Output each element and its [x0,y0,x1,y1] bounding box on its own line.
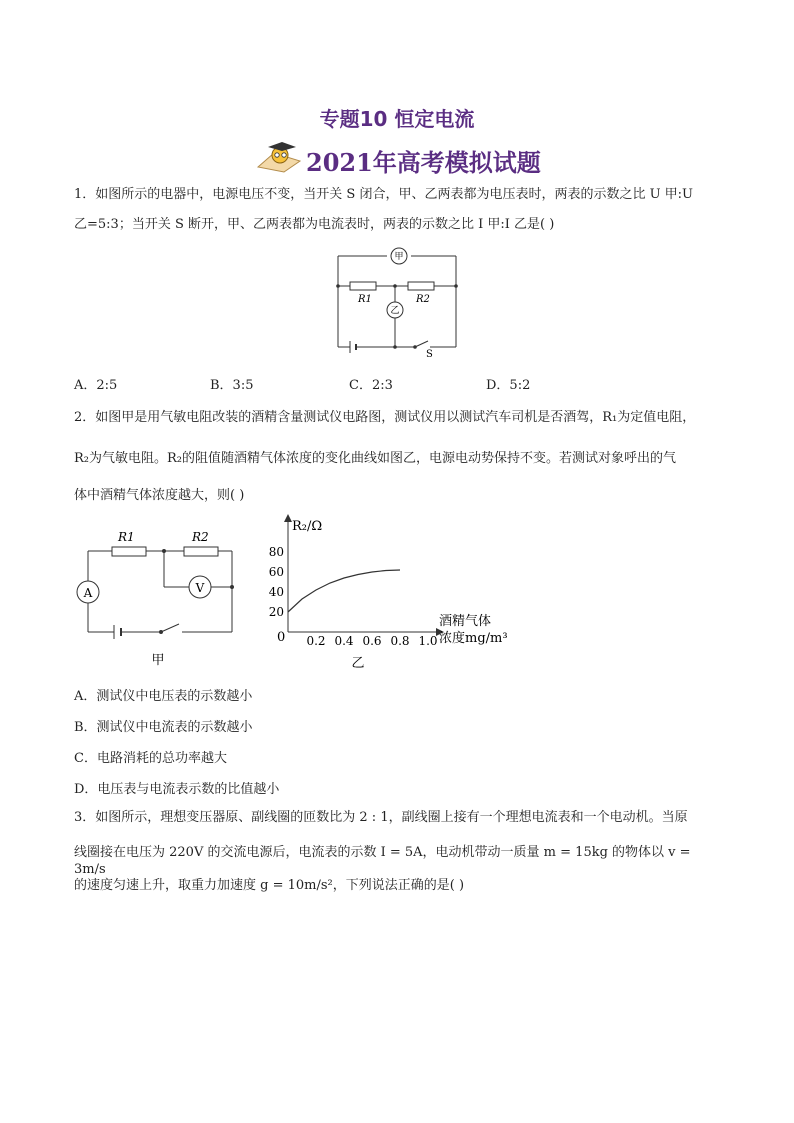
origin-label: 0 [277,630,286,645]
x-tick-label: 0.4 [334,634,354,648]
q2-option-d[interactable]: D．电压表与电流表示数的比值越小 [74,782,280,797]
question-3-line-1: 3．如图所示，理想变压器原、副线圈的匝数比为 2 : 1，副线圈上接有一个理想电流表和一个电动机。当原 [74,810,688,825]
question-2-line-1: 2．如图甲是用气敏电阻改装的酒精含量测试仪电路图，测试仪用以测试汽车司机是否酒驾，R₁为定值电阻， [74,410,696,425]
figure-jia-caption: 甲 [151,653,165,668]
resistor-r2-label: R2 [192,530,209,544]
question-1-line-2: 乙=5:3；当开关 S 断开，甲、乙两表都为电流表时，两表的示数之比 I 甲:I 乙是( ) [74,217,555,232]
resistor-r1-label: R1 [358,294,372,305]
y-tick-label: 80 [268,545,284,559]
question-2-circuit-jia [72,525,242,670]
resistance-concentration-chart [262,510,532,675]
q1-option-d[interactable]: D．5:2 [486,378,531,393]
q2-option-a[interactable]: A．测试仪中电压表的示数越小 [74,689,253,704]
q1-option-a[interactable]: A．2:5 [74,378,118,393]
meter-yi-label: 乙 [390,306,400,316]
voltmeter-label: V [195,581,205,595]
ammeter-label: A [83,586,93,600]
resistor-r2-label: R2 [416,294,430,305]
x-tick-label: 1.0 [418,634,438,648]
page-subtitle: 2021年高考模拟试题 [306,148,541,177]
graduate-mascot-icon [256,141,302,173]
question-2-line-3: 体中酒精气体浓度越大，则( ) [74,488,245,503]
x-tick-label: 0.2 [306,634,326,648]
meter-jia-label: 甲 [394,252,404,262]
figure-yi-caption: 乙 [351,656,365,671]
q1-option-b[interactable]: B．3:5 [210,378,254,393]
x-axis-label-line-1: 酒精气体 [439,614,492,629]
y-axis-label: R₂/Ω [292,519,323,534]
series-line [288,570,400,612]
question-1-circuit-diagram [330,240,470,360]
page-title: 专题10 恒定电流 [319,107,475,131]
x-axis-label-line-2: 浓度mg/m³ [439,631,508,646]
y-tick-label: 60 [268,565,284,579]
q2-option-c[interactable]: C．电路消耗的总功率越大 [74,751,227,766]
q2-option-b[interactable]: B．测试仪中电流表的示数越小 [74,720,253,735]
switch-s-label: S [426,349,433,360]
question-1-line-1: 1．如图所示的电器中，电源电压不变，当开关 S 闭合，甲、乙两表都为电压表时，两表的示数之比 U 甲:U [74,187,693,202]
question-2-line-2: R₂为气敏电阻。R₂的阻值随酒精气体浓度的变化曲线如图乙，电源电动势保持不变。若测试对象呼出的气 [74,451,676,466]
question-3-line-2: 线圈接在电压为 220V 的交流电源后，电流表的示数 I = 5A，电动机带动一质量 m = 15kg 的物体以 v = 3m/s [74,845,691,877]
y-tick-label: 20 [268,605,284,619]
q1-option-c[interactable]: C．2:3 [349,378,393,393]
x-tick-label: 0.8 [390,634,410,648]
x-tick-label: 0.6 [362,634,382,648]
question-3-line-3: 的速度匀速上升，取重力加速度 g = 10m/s²，下列说法正确的是( ) [74,878,465,893]
resistor-r1-label: R1 [118,530,135,544]
y-tick-label: 40 [268,585,284,599]
